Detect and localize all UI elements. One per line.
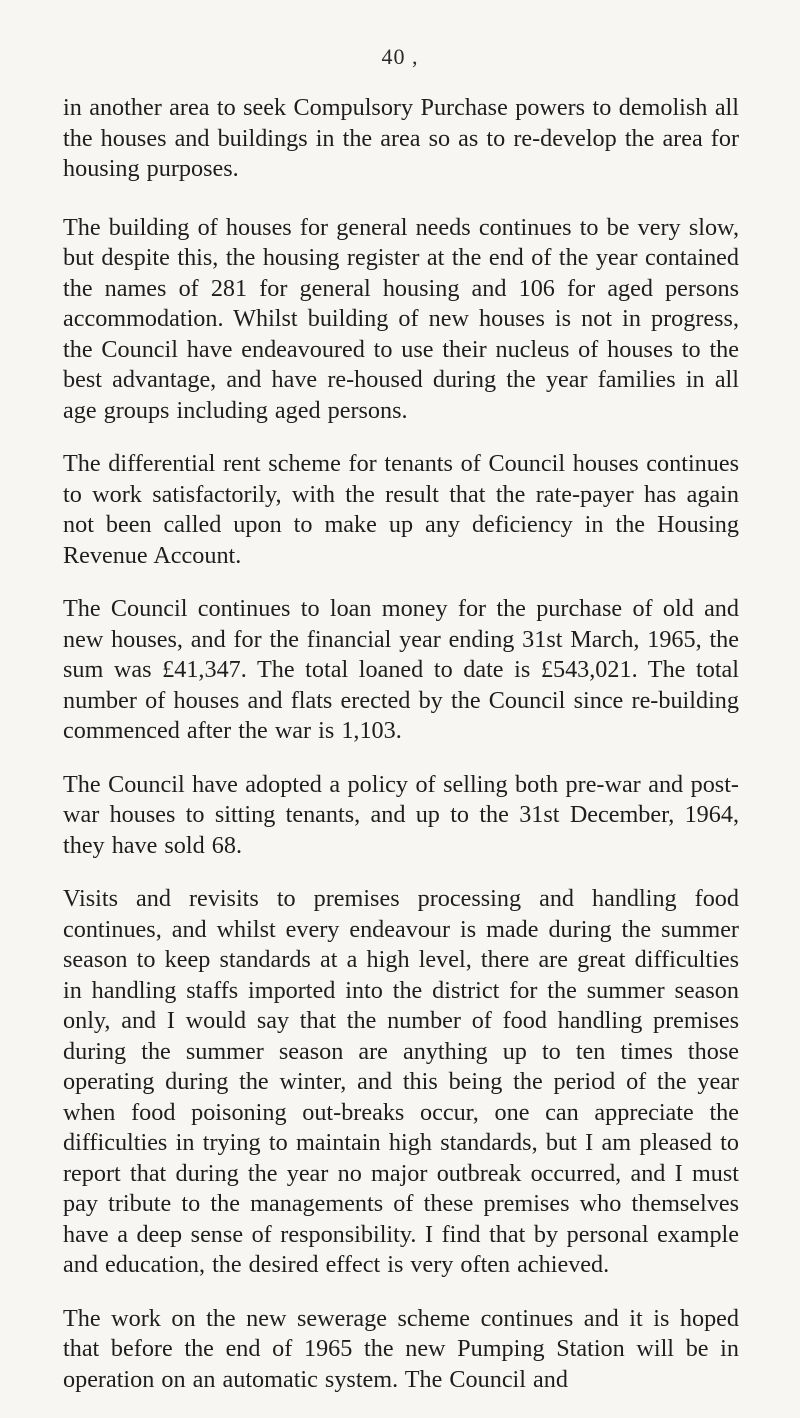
paragraph-differential-rent: The differential rent scheme for tenants of Council houses continues to work satisfactorily, with the result that the rate-payer has again not been called upon to make up any deficiency in the Housing Revenue Account. bbox=[63, 450, 739, 569]
paragraph-house-sales: The Council have adopted a policy of selling both pre-war and post-war houses to sitting tenants, and up to the 31st December, 1964, they have sold 68. bbox=[63, 770, 739, 859]
paragraph-sewerage-scheme: The work on the new sewerage scheme continues and it is hoped that before the end of 1965 the new Pumping Station will be in operation on an automatic system. The Council and bbox=[63, 1304, 739, 1393]
paragraph-food-premises: Visits and revisits to premises processing and handling food continues, and whilst every endeavour is made during the summer season to keep standards at a high level, there are great difficulties in handling staffs imported into the district for the summer season only, and I would say that the number of food handling premises during the summer season are anything up to ten times those operating during the winter, and this being the period of the year when food poisoning out-breaks occur, one can appreciate the difficulties in trying to maintain high standards, but I am pleased to report that during the year no major outbreak occurred, and I must pay tribute to the managements of these premises who themselves have a deep sense of responsibility. I find that by personal example and education, the desired effect is very often achieved. bbox=[63, 885, 739, 1278]
page-number: 40 , bbox=[381, 44, 419, 69]
paragraph-housing-register: The building of houses for general needs continues to be very slow, but despite this, the housing register at the end of the year contained the names of 281 for general housing and 106 for aged persons accommodation. Whilst building of new houses is not in progress, the Council have endeavoured to use their nucleus of houses to the best advantage, and have re-housed during the year families in all age groups including aged persons. bbox=[63, 213, 739, 424]
paragraph-compulsory-purchase: in another area to seek Compulsory Purchase powers to demolish all the houses and buildings in the area so as to re-develop the area for housing purposes. bbox=[63, 94, 739, 182]
paragraph-house-loans: The Council continues to loan money for the purchase of old and new houses, and for the financial year ending 31st March, 1965, the sum was £41,347. The total loaned to date is £543,021. The total number of houses and flats erected by the Council since re-building commenced after the war is 1,103. bbox=[63, 595, 739, 744]
body-text bbox=[63, 93, 739, 1418]
